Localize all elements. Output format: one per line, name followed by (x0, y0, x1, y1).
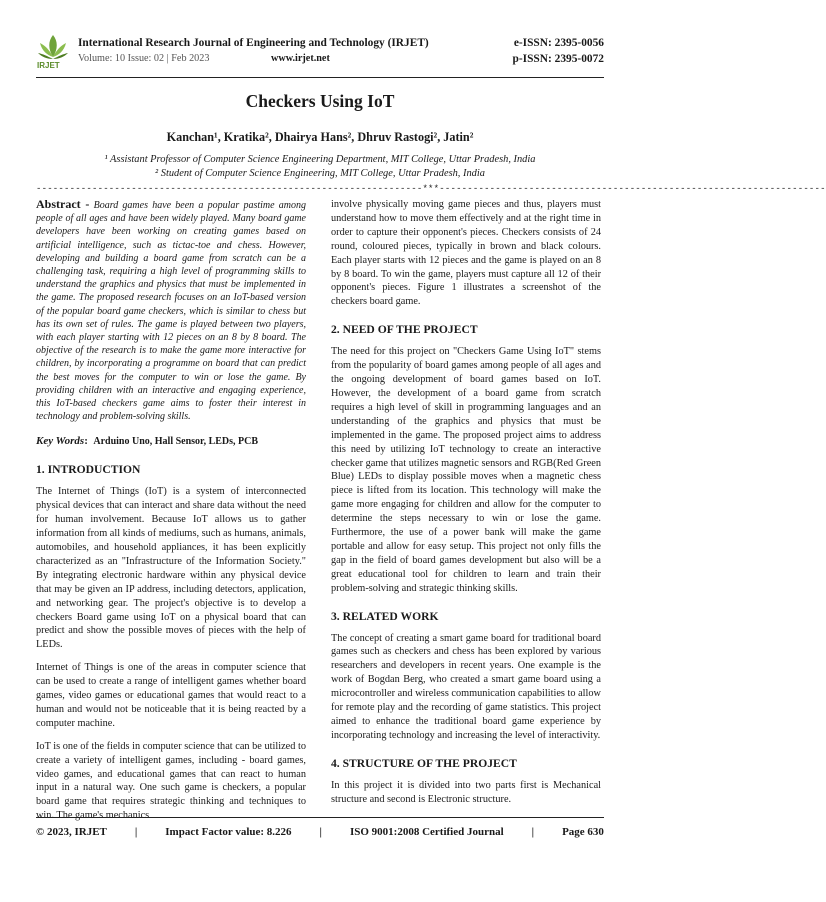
intro-paragraph-3: IoT is one of the fields in computer science that can be utilized to create a variety of intelligent games, including - board games, video games, and educational games that can react to human input in a natural way. One such game is checkers, a popular board game that requires strategic thinking and techniques to win. The game's mechanics (36, 740, 306, 822)
intro-paragraph-1: The Internet of Things (IoT) is a system of interconnected physical devices that can interact and share data without the need for human involvement. Because IoT allows us to gather information from all kinds of mediums, such as humans, animals, automobiles, and household appliances, it has been explicitly characterized as an "Infrastructure of the Information Society." By integrating electronic hardware within any physical device that may be given an IP address, including detectors, application, and networking gear. The project's objective is to develop a checkers Board game using IoT on a physical board that can predict and show the possible moves of pieces with the help of LEDs. (36, 486, 306, 651)
section-heading-need: 2. NEED OF THE PROJECT (331, 323, 478, 337)
eissn: e-ISSN: 2395-0056 (513, 37, 604, 49)
footer-separator: | (319, 826, 322, 838)
right-column (331, 198, 601, 807)
journal-website[interactable]: www.irjet.net (271, 53, 330, 64)
section-heading-structure: 4. STRUCTURE OF THE PROJECT (331, 756, 517, 770)
footer-rule (36, 817, 604, 818)
pissn: p-ISSN: 2395-0072 (512, 53, 604, 65)
footer-page-number: Page 630 (562, 826, 604, 838)
footer-impact-factor: Impact Factor value: 8.226 (165, 826, 292, 838)
section-heading-introduction: 1. INTRODUCTION (36, 463, 141, 477)
need-paragraph: The need for this project on "Checkers Game Using IoT" stems from the popularity of board games among people of all ages and the ongoing development of board games based on IoT. However, the development of a board game from scratch requires a high level of skill in programming languages and an understanding of the graphics and physics that must be implemented in the game. The proposed project aims to address this need by utilizing IoT technology to create an interactive checker game that utilizes magnetic sensors and RGB(Red Green Blue) LEDs to display possible moves when a magnetic chess piece is lifted from its location. This technology will make the game more engaging for children and allow for the computer to determine the steps necessary to win or lose the game. Furthermore, the use of a power bank will make the game portable and allow for easy setup. This project not only fills the gap in the field of board games development but also will be a great educational tool for children to learn and train their problem-solving and strategic thinking skills. (331, 346, 601, 594)
journal-header (36, 33, 604, 73)
abstract-heading: Abstract - (36, 197, 90, 211)
header-rule (36, 77, 604, 78)
abstract-text: Board games have been a popular pastime among people of all ages and have been widely played. Many board game developers have been working on creating games based on artificial intelligence, such as tictac-toe and chess. However, developing and building a board game from scratch can be a challenging task, requiring a high level of programming skills to understand the graphics and physics that must be implemented in the game. The proposed research focuses on an IoT-based version of the popular board game checkers, which is similar to chess but has its own set of rules. The game is played between two players, with each player starting with 12 pieces on an 8 by 8 board. The objective of the research is to make the game more interactive for children, by incorporating a programme on board that can predict the best moves for the computer to win or lose the game. By providing children with an interactive and engaging experience, this IoT-based checkers game aims to foster their interest in technology and problem-solving skills. (36, 200, 307, 423)
footer-separator: | (134, 826, 138, 838)
affiliation-2: ² Student of Computer Science Engineering, MIT College, Uttar Pradesh, India (155, 168, 485, 179)
keywords: Key Words: Arduino Uno, Hall Sensor, LEDs, PCB (36, 435, 259, 448)
keywords-value: Arduino Uno, Hall Sensor, LEDs, PCB (93, 436, 259, 448)
journal-name: International Research Journal of Engineering and Technology (IRJET) (78, 37, 429, 49)
keywords-label: Key Words (36, 435, 85, 448)
page-footer (36, 826, 604, 838)
abstract (36, 198, 306, 423)
paper-title: Checkers Using IoT (245, 91, 395, 111)
intro-paragraph-2: Internet of Things is one of the areas in computer science that can be used to create a range of intelligent games whether board games, video games or educational games that would react to a human and would not be noticeable that it is being reacted by a computer machine. (36, 662, 306, 729)
section-heading-related-work: 3. RELATED WORK (331, 609, 439, 623)
structure-paragraph: In this project it is divided into two parts first is Mechanical structure and second is Electronic structure. (331, 779, 601, 805)
volume-issue: Volume: 10 Issue: 02 | Feb 2023 (78, 53, 210, 64)
separator-line: ---------------------------------------------------------------------***--------------------------------------------------------------------- (36, 184, 826, 194)
footer-copyright: © 2023, IRJET (36, 826, 107, 838)
footer-iso: ISO 9001:2008 Certified Journal (349, 826, 504, 838)
footer-separator: | (531, 826, 535, 838)
affiliation-1: ¹ Assistant Professor of Computer Science Engineering Department, MIT College, Uttar Pradesh, India (104, 154, 536, 165)
logo-text: IRJET (37, 61, 60, 70)
left-column (36, 198, 306, 823)
intro-paragraph-3-continued: involve physically moving game pieces and thus, players must understand how to move them effectively and at the right time in order to capture their opponent's pieces. Checkers consists of 24 round, coloured pieces, typically in brown and black colours. Each player starts with 12 pieces and the game is played on an 8 by 8 board. To win the game, players must capture all 12 of their opponent's pieces. Figure 1 illustrates a screenshot of the checkers board game. (331, 199, 601, 308)
related-work-paragraph: The concept of creating a smart game board for traditional board games such as checkers and chess has been explored by various researchers and developers in recent years. One example is the work of Bogdan Berg, who created a smart game board using a microcontroller and wireless communication capabilities to allow for remote play and the recording of game statistics. This project aimed to enhance the traditional board game experience by incorporating technology and increasing the level of interactivity. (331, 632, 601, 741)
author-list: Kanchan¹, Kratika², Dhairya Hans², Dhruv Rastogi², Jatin² (166, 130, 474, 144)
